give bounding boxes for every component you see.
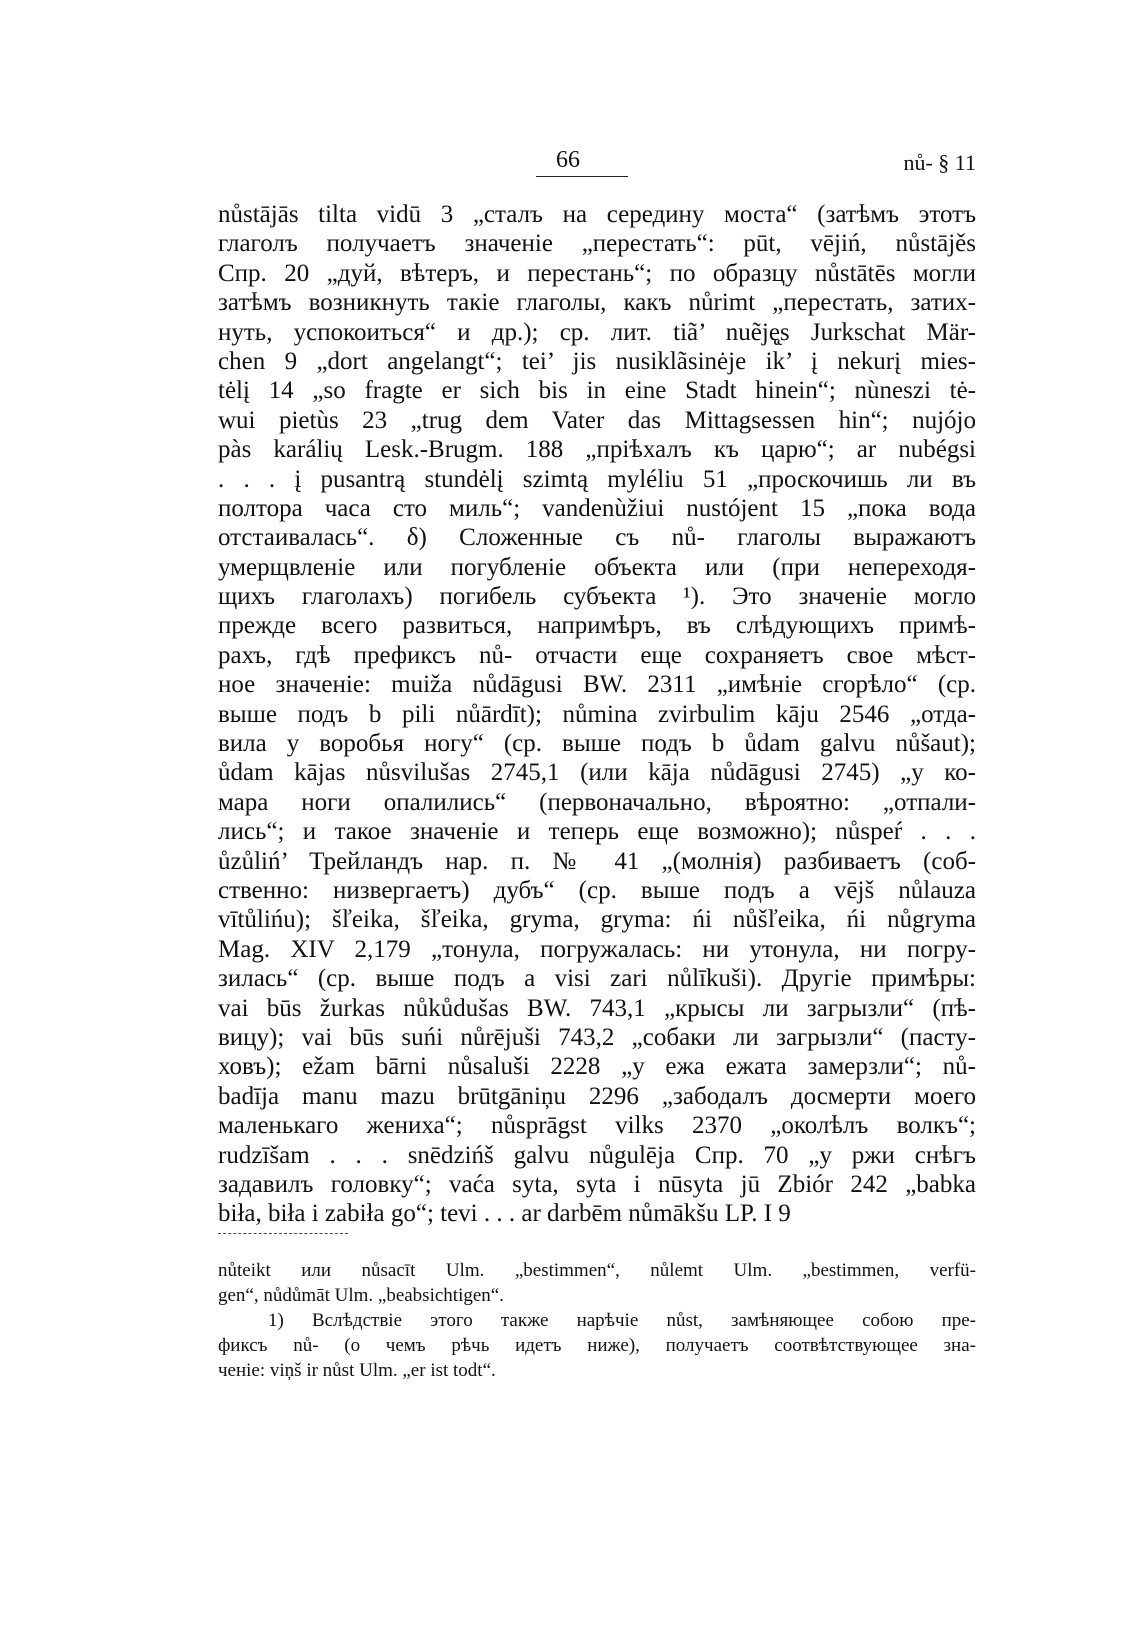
page-number-rule: [536, 176, 628, 177]
text-line: маленькаго жениха“; nůsprāgst vilks 2370 „околѣлъ волкъ“;: [218, 1112, 976, 1140]
text-line: vītůlińu); šľeika, šľeika, gryma, gryma: ńi nůšľeika, ńi nůgryma: [218, 906, 976, 934]
text-line: chen 9 „dort angelangt“; tei’ jis nusiklãsinėje ik’ į nekurį mies-: [218, 347, 976, 375]
text-line: Mag. XIV 2,179 „тонула, погружалась: ни утонула, ни погру-: [218, 935, 976, 963]
text-line: vai būs žurkas nůkůdušas BW. 743,1 „крысы ли загрызли“ (пѣ-: [218, 994, 976, 1022]
text-line: nůstājās tilta vidū 3 „сталъ на середину моста“ (затѣмъ этотъ: [218, 201, 976, 228]
footnote-line: 1) Вслѣдствiе этого также нарѣчiе nůst, замѣняющее собою пре-: [268, 1310, 976, 1331]
text-line: полтора часа сто миль“; vandenùžiui nustójent 15 „пока вода: [218, 494, 976, 522]
page-number: 66: [556, 147, 580, 173]
text-line: ховъ); ežam bārni nůsaluši 2228 „у ежа ежата замерзли“; nů-: [218, 1053, 976, 1081]
text-line: отстаивалась“. δ) Сложенные съ nů- глаголы выражаютъ: [218, 524, 976, 552]
text-line: затѣмъ возникнуть такiе глаголы, какъ nůrimt „перестать, затих-: [218, 289, 976, 317]
text-line: biła, biła i zabiła go“; tevi . . . ar darbēm nůmākšu LP. I 9: [218, 1200, 791, 1228]
text-line: ственно: низвергаетъ) дубъ“ (ср. выше подъ a vējš nůlauza: [218, 876, 976, 904]
text-line: pàs karálių Lesk.-Brugm. 188 „прiѣхалъ къ царю“; ar nubégsi: [218, 436, 976, 464]
footnotes: [218, 1258, 976, 1383]
text-line: ůzůliń’ Трейландъ нар. п. № 41 „(молнiя) разбиваетъ (соб-: [218, 847, 976, 875]
text-line: badīja manu mazu brūtgāniņu 2296 „забодалъ досмерти моего: [218, 1082, 976, 1110]
text-line: ůdam kājas nůsvilušas 2745,1 (или kāja nůdāgusi 2745) „у ко-: [218, 759, 976, 787]
text-line: зилась“ (ср. выше подъ a visi zari nůlīkuši). Другiе примѣры:: [218, 965, 976, 993]
page-header: [218, 146, 976, 186]
text-line: вила у воробья ногу“ (ср. выше подъ b ůdam galvu nůšaut);: [218, 730, 976, 758]
body-text: [218, 200, 976, 1229]
text-line: рахъ, гдѣ префиксъ nů- отчасти еще сохраняетъ свое мѣст-: [218, 641, 976, 669]
text-line: задавилъ головку“; vaća syta, syta i nūsyta jū Zbiór 242 „babka: [218, 1170, 976, 1198]
text-line: нуть, успокоиться“ и др.); ср. лит. tiã’ nuẽję̨s Jurkschat Mär-: [218, 318, 976, 346]
footnote-line: ченiе: viņš ir nůst Ulm. „er ist todt“.: [218, 1360, 496, 1381]
text-line: глаголъ получаетъ значенiе „перестать“: pūt, vējiń, nůstājěs: [218, 230, 976, 258]
text-line: rudzīšam . . . snēdzińš galvu nůgulēja Спр. 70 „у ржи снѣгъ: [218, 1141, 976, 1169]
text-line: . . . į pusantrą stundėlį szimtą myléliu 51 „проскочишь ли въ: [218, 465, 976, 493]
footnote-divider: [218, 1233, 348, 1234]
text-line: лись“; и такое значенiе и теперь еще возможно); nůspeŕ . . .: [218, 818, 976, 846]
footnote-line: gen“, nůdůmāt Ulm. „beabsichtigen“.: [218, 1285, 504, 1306]
running-head: nů- § 11: [903, 150, 976, 175]
text-line: выше подъ b pili nůārdīt); nůmina zvirbulim kāju 2546 „отда-: [218, 700, 976, 728]
text-line: Спр. 20 „дуй, вѣтеръ, и перестань“; по образцу nůstātēs могли: [218, 259, 976, 287]
text-line: wui pietùs 23 „trug dem Vater das Mittagsessen hin“; nujójo: [218, 406, 976, 434]
text-line: умерщвленiе или погубленiе объекта или (при непереходя-: [218, 553, 976, 581]
footnote-line: фиксъ nů- (о чемъ рѣчь идетъ ниже), получаетъ соотвѣтствующее зна-: [218, 1335, 976, 1356]
text-line: прежде всего развиться, напримѣръ, въ слѣдующихъ примѣ-: [218, 612, 976, 640]
text-line: вицу); vai būs suńi nůrējuši 743,2 „собаки ли загрызли“ (пасту-: [218, 1023, 976, 1051]
text-line: ное значенiе: muiža nůdāgusi BW. 2311 „имѣнiе сгорѣло“ (ср.: [218, 671, 976, 699]
text-line: мара ноги опалились“ (первоначально, вѣроятно: „отпали-: [218, 788, 976, 816]
text-line: tėlį 14 „so fragte er sich bis in eine Stadt hinein“; nùneszi tė-: [218, 377, 976, 405]
text-line: щихъ глаголахъ) погибель субъекта ¹). Это значенiе могло: [218, 583, 976, 611]
footnote-line: nůteikt или nůsacīt Ulm. „bestimmen“, nůlemt Ulm. „bestimmen, verfü-: [218, 1260, 976, 1281]
